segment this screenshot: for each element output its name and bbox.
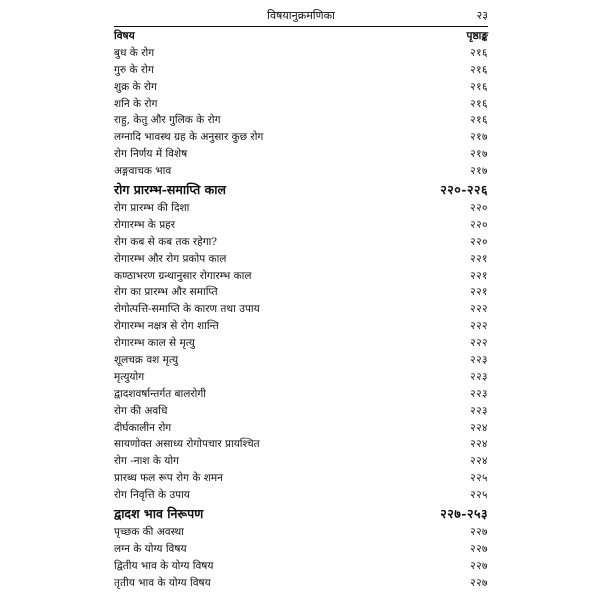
index-entry xyxy=(114,558,488,575)
entry-page-number: २२० xyxy=(470,202,488,215)
header-rule xyxy=(114,26,488,27)
entry-title: रोग निवृत्ति के उपाय xyxy=(114,489,190,502)
index-entry xyxy=(114,146,488,163)
index-entry xyxy=(114,436,488,453)
section-page-range: २२०-२२६ xyxy=(440,182,488,198)
index-entry xyxy=(114,112,488,129)
entry-page-number: २२१ xyxy=(470,252,488,265)
section-title: द्वादश भाव निरूपण xyxy=(114,506,204,522)
entry-group-2 xyxy=(114,200,488,504)
index-entry xyxy=(114,284,488,301)
entry-title: रोग निर्णय में विशेष xyxy=(114,148,188,161)
entry-page-number: २२३ xyxy=(470,354,488,367)
entry-page-number: २२७ xyxy=(470,526,488,539)
entry-page-number: २२३ xyxy=(470,404,488,417)
entry-title: सायणोक्त असाध्य रोगोपचार प्रायश्चित xyxy=(114,438,260,451)
entry-page-number: २२३ xyxy=(470,370,488,383)
entry-group-3 xyxy=(114,524,488,592)
entry-title: रोगारम्भ काल से मृत्यु xyxy=(114,337,195,350)
index-entry xyxy=(114,45,488,62)
entry-page-number: २२७ xyxy=(470,559,488,572)
entry-page-number: २२२ xyxy=(470,303,488,316)
index-entry xyxy=(114,352,488,369)
page-column-label: पृष्ठाङ्क xyxy=(466,30,488,42)
entry-page-number: २२३ xyxy=(470,387,488,400)
index-entry xyxy=(114,575,488,592)
entry-page-number: २२२ xyxy=(470,337,488,350)
index-entry xyxy=(114,79,488,96)
index-entry xyxy=(114,200,488,217)
entry-page-number: २२० xyxy=(470,235,488,248)
index-entry xyxy=(114,129,488,146)
index-entry xyxy=(114,62,488,79)
entry-page-number: २१६ xyxy=(470,46,488,59)
page-header xyxy=(114,8,488,24)
entry-title: गुरु के रोग xyxy=(114,63,154,76)
entry-title: पृच्छक की अवस्था xyxy=(114,526,184,539)
entry-title: शनि के रोग xyxy=(114,97,158,110)
index-entry xyxy=(114,96,488,113)
entry-page-number: २२४ xyxy=(470,438,488,451)
entry-page-number: २२५ xyxy=(470,489,488,502)
section-title: रोग प्रारम्भ-समाप्ति काल xyxy=(114,182,226,198)
entry-group-1 xyxy=(114,45,488,180)
entry-page-number: २१६ xyxy=(470,97,488,110)
entry-title: राहु, केतु और गुलिक के रोग xyxy=(114,114,221,127)
entry-page-number: २१७ xyxy=(470,148,488,161)
index-entry xyxy=(114,217,488,234)
index-entry xyxy=(114,453,488,470)
index-entry xyxy=(114,335,488,352)
index-entry xyxy=(114,234,488,251)
entry-page-number: २१७ xyxy=(470,165,488,178)
entry-title: द्वादशवर्षान्तर्गत बालरोगी xyxy=(114,387,207,400)
column-header-row xyxy=(114,28,488,45)
page-number: २३ xyxy=(476,9,488,22)
index-entry xyxy=(114,420,488,437)
entry-page-number: २१६ xyxy=(470,80,488,93)
section-page-range: २२७-२५३ xyxy=(440,506,488,522)
entry-page-number: २२१ xyxy=(470,269,488,282)
entry-title: रोग कब से कब तक रहेगा? xyxy=(114,235,218,248)
entry-title: मृत्युयोग xyxy=(114,370,145,383)
entry-page-number: २२४ xyxy=(470,455,488,468)
index-entry xyxy=(114,268,488,285)
index-entry xyxy=(114,251,488,268)
index-entry xyxy=(114,487,488,504)
entry-page-number: २२७ xyxy=(470,576,488,589)
index-entry xyxy=(114,163,488,180)
index-entry xyxy=(114,470,488,487)
section-heading-2 xyxy=(114,504,488,524)
entry-page-number: २२२ xyxy=(470,320,488,333)
index-entry xyxy=(114,318,488,335)
entry-page-number: २१६ xyxy=(470,63,488,76)
index-entry xyxy=(114,541,488,558)
entry-page-number: २२१ xyxy=(470,286,488,299)
entry-title: रोगारम्भ नक्षत्र से रोग शान्ति xyxy=(114,320,219,333)
entry-page-number: २२४ xyxy=(470,421,488,434)
entry-page-number: २२० xyxy=(470,218,488,231)
entry-title: शूलचक्र वश मृत्यु xyxy=(114,354,179,367)
entry-title: रोगारम्भ के प्रहर xyxy=(114,218,176,231)
entry-title: लग्नादि भावस्थ ग्रह के अनुसार कुछ रोग xyxy=(114,131,264,144)
entry-page-number: २२५ xyxy=(470,472,488,485)
index-entry xyxy=(114,524,488,541)
entry-title: अङ्गवाचक भाव xyxy=(114,165,172,178)
entry-title: बुध के रोग xyxy=(114,46,155,59)
entry-title: तृतीय भाव के योग्य विषय xyxy=(114,576,211,589)
entry-page-number: २२७ xyxy=(470,542,488,555)
entry-title: रोग -नाश के योग xyxy=(114,455,179,468)
entry-title: रोगारम्भ और रोग प्रकोप काल xyxy=(114,252,227,265)
entry-title: रोग की अवधि xyxy=(114,404,168,417)
subject-column-label: विषय xyxy=(114,30,135,42)
index-entry xyxy=(114,403,488,420)
index-page xyxy=(114,8,488,594)
index-entry xyxy=(114,301,488,318)
index-entry xyxy=(114,369,488,386)
index-entry xyxy=(114,386,488,403)
entry-title: शुक्र के रोग xyxy=(114,80,157,93)
entry-title: रोग का प्रारम्भ और समाप्ति xyxy=(114,286,218,299)
section-heading-1 xyxy=(114,180,488,200)
entry-title: रोग प्रारम्भ की दिशा xyxy=(114,202,190,215)
entry-title: द्वितीय भाव के योग्य विषय xyxy=(114,559,214,572)
entry-title: कण्ठाभरण ग्रन्थानुसार रोगारम्भ काल xyxy=(114,269,252,282)
entry-title: लग्न के योग्य विषय xyxy=(114,542,187,555)
page-title: विषयानुक्रमणिका xyxy=(267,9,335,22)
entry-page-number: २१६ xyxy=(470,114,488,127)
entry-page-number: २१७ xyxy=(470,131,488,144)
entry-title: प्रारब्ध फल रूप रोग के शमन xyxy=(114,472,224,485)
entry-title: दीर्घकालीन रोग xyxy=(114,421,172,434)
entry-title: रोगोत्पत्ति-समाप्ति के कारण तथा उपाय xyxy=(114,303,260,316)
